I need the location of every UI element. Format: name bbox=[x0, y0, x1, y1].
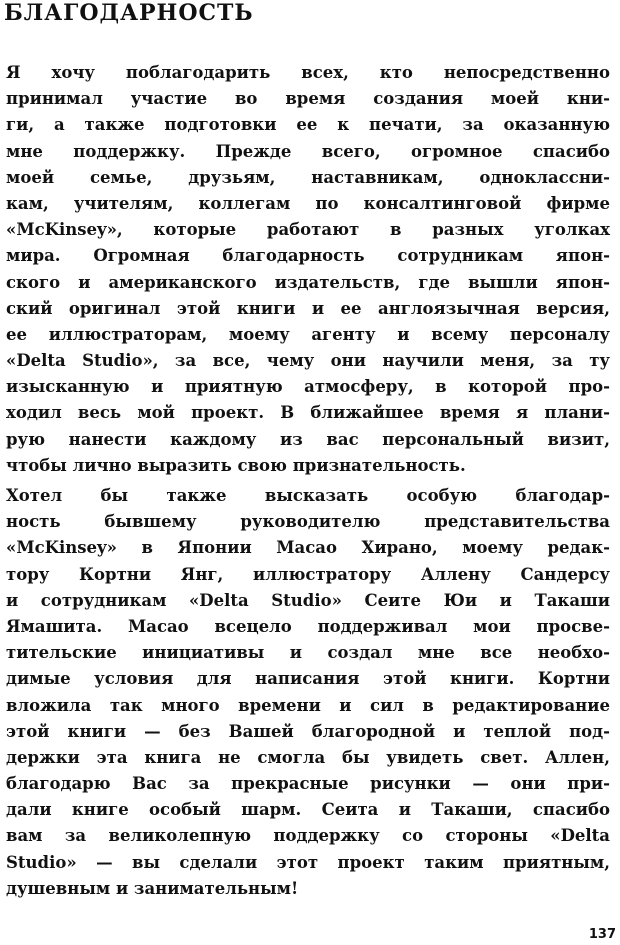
text-line: тору Кортни Янг, иллюстратору Аллену Сандерсу bbox=[6, 564, 610, 584]
text-line: вам за великолепную поддержку со стороны «Delta bbox=[6, 826, 610, 846]
text-line: «McKinsey», которые работают в разных уголках bbox=[6, 220, 610, 240]
text-line: кам, учителям, коллегам по консалтинговой фирме bbox=[6, 193, 610, 213]
text-line: дали книге особый шарм. Сеита и Такаши, спасибо bbox=[6, 800, 610, 820]
text-line: Ямашита. Масао всецело поддерживал мои просве- bbox=[6, 616, 610, 636]
text-line: мира. Огромная благодарность сотрудникам япон- bbox=[6, 246, 610, 266]
text-line: тительские инициативы и создал мне все необхо- bbox=[6, 643, 610, 663]
text-line: душевным и занимательным! bbox=[6, 878, 299, 898]
text-line: «Delta Studio», за все, чему они научили меня, за ту bbox=[6, 351, 610, 371]
text-line: «McKinsey» в Японии Масао Хирано, моему редак- bbox=[6, 538, 610, 558]
text-line: и сотрудникам «Delta Studio» Сеите Юи и Такаши bbox=[6, 590, 610, 610]
paragraph-1 bbox=[6, 60, 610, 479]
page-heading: БЛАГОДАРНОСТЬ bbox=[4, 0, 254, 26]
text-line: этой книги — без Вашей благородной и теплой под- bbox=[6, 721, 610, 741]
text-line: Я хочу поблагодарить всех, кто непосредственно bbox=[6, 63, 610, 82]
text-line: Хотел бы также высказать особую благодар- bbox=[6, 486, 610, 505]
text-line: принимал участие во время создания моей кни- bbox=[6, 89, 610, 109]
page-number: 137 bbox=[588, 927, 616, 942]
text-line: ее иллюстраторам, моему агенту и всему персоналу bbox=[6, 324, 610, 344]
paragraph-2 bbox=[6, 483, 610, 902]
text-line: моей семье, друзьям, наставникам, одноклассни- bbox=[6, 167, 610, 187]
text-line: ходил весь мой проект. В ближайшее время я плани- bbox=[6, 403, 610, 423]
text-line: ги, а также подготовки ее к печати, за оказанную bbox=[6, 115, 610, 135]
text-line: изысканную и приятную атмосферу, в которой про- bbox=[6, 377, 610, 397]
text-line: димые условия для написания этой книги. Кортни bbox=[6, 669, 610, 689]
text-line: Studio» — вы сделали этот проект таким приятным, bbox=[6, 852, 610, 872]
text-line: ность бывшему руководителю представительства bbox=[6, 512, 610, 532]
text-line: мне поддержку. Прежде всего, огромное спасибо bbox=[6, 141, 610, 161]
text-line: держки эта книга не смогла бы увидеть свет. Аллен, bbox=[6, 747, 610, 767]
text-line: чтобы лично выразить свою признательность. bbox=[6, 455, 466, 475]
text-line: рую нанести каждому из вас персональный визит, bbox=[6, 429, 610, 449]
text-line: вложила так много времени и сил в редактирование bbox=[6, 695, 610, 715]
text-line: благодарю Вас за прекрасные рисунки — они при- bbox=[6, 774, 610, 794]
text-line: ский оригинал этой книги и ее англоязычная версия, bbox=[6, 298, 610, 318]
text-line: ского и американского издательств, где вышли япон- bbox=[6, 272, 610, 292]
